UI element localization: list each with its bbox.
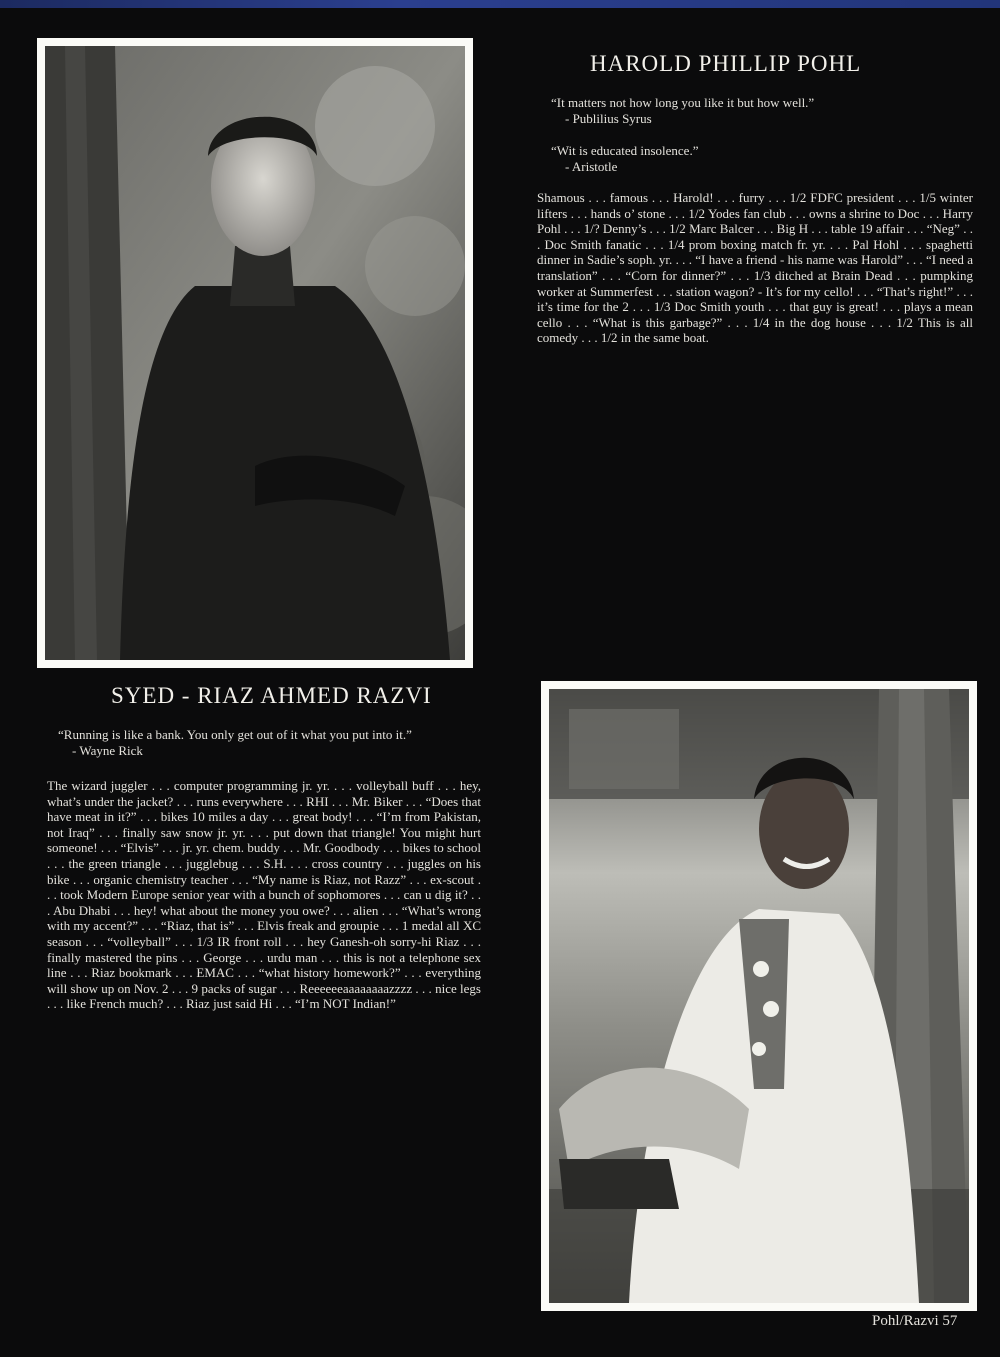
razvi-quote-1-author: - Wayne Rick (72, 743, 143, 758)
razvi-senior-write-up: The wizard juggler . . . computer programming jr. yr. . . . volleyball buff . . . hey, what’s under the jacket? . . . runs everywhere . . . RHI . . . Mr. Biker . . . “Does that have meat in it?” . . . bikes 10 miles a day . . . great body! . . . “I’m from Pakistan, not Iraq” . . . finally saw snow jr. yr. . . . put down that triangle! You might hurt someone! . . . “Elvis” . . . jr. yr. chem. buddy . . . Mr. Goodbody . . . bikes to school . . . the green triangle . . . jugglebug . . . S.H. . . . cross country . . . juggles on his bike . . . organic chemistry teacher . . . “My name is Riaz, not Razz” . . . ex-scout . . . took Modern Europe senior year with a bunch of sophomores . . . can u dig it? . . . Abu Dhabi . . . hey! what about the money you owe? . . . alien . . . “What’s wrong with my accent?” . . . “Riaz, that is” . . . Elvis freak and groupie . . . 1 medal all XC season . . . “volleyball” . . . 1/3 IR front roll . . . hey Ganesh-oh sorry-hi Riaz . . . finally mastered the pins . . . George . . . urdu man . . . this is not a telephone sex line . . . Riaz bookmark . . . EMAC . . . “what history homework?” . . . everything will show up on Nov. 2 . . . 9 packs of sugar . . . Reeeeeeaaaaaaaazzzz . . . nice legs . . . like French much? . . . Riaz just said Hi . . . “I’m NOT Indian!” (47, 778, 481, 1012)
pohl-name-heading: HAROLD PHILLIP POHL (590, 51, 862, 76)
razvi-quote-1 (58, 727, 412, 759)
page-folio: Pohl/Razvi 57 (872, 1313, 958, 1329)
top-edge-band (0, 0, 1000, 8)
pohl-quote-1 (551, 95, 814, 127)
pohl-quote-2-text: “Wit is educated insolence.” (551, 143, 699, 158)
pohl-quote-2-author: - Aristotle (565, 159, 618, 174)
pohl-quote-1-author: - Publilius Syrus (565, 111, 652, 126)
pohl-senior-write-up: Shamous . . . famous . . . Harold! . . . furry . . . 1/2 FDFC president . . . 1/5 winter lifters . . . hands o’ stone . . . 1/2 Yodes fan club . . . owns a shrine to Doc . . . Harry Pohl . . . 1/? Denny’s . . . 1/2 Marc Balcer . . . Big H . . . table 19 affair . . . “Neg” . . . Doc Smith fanatic . . . 1/4 prom boxing match fr. yr. . . . Pal Hohl . . . spaghetti dinner in Sadie’s soph. yr. . . . “I have a friend - his name was Harold” . . . “I need a translation” . . . “Corn for dinner?” . . . 1/3 ditched at Brain Dead . . . pumpking worker at Summerfest . . . station wagon? - It’s for my cello! . . . “That’s right!” . . . it’s time for the 2 . . . 1/3 Doc Smith youth . . . that guy is great! . . . plays a mean cello . . . “What is this garbage?” . . . 1/4 in the dog house . . . 1/2 This is all comedy . . . 1/2 in the same boat. (537, 190, 973, 346)
razvi-quote-1-text: “Running is like a bank. You only get out of it what you put into it.” (58, 727, 412, 742)
razvi-name-heading: SYED - RIAZ AHMED RAZVI (111, 683, 432, 708)
pohl-quote-1-text: “It matters not how long you like it but how well.” (551, 95, 815, 110)
razvi-portrait-photo (541, 681, 977, 1311)
pohl-portrait-photo (37, 38, 473, 668)
pohl-quote-2 (551, 143, 698, 175)
